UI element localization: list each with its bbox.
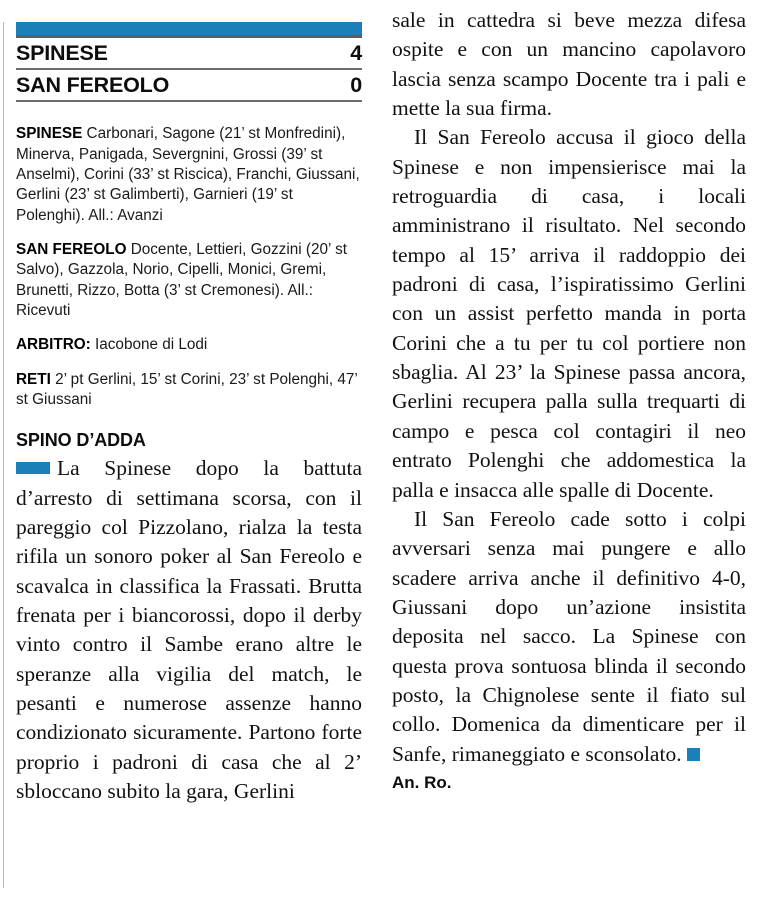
article-dateline: SPINO D’ADDA — [16, 430, 146, 451]
goals-detail: 2’ pt Gerlini, 15’ st Corini, 23’ st Polenghi, 47’ st Giussani — [16, 370, 358, 408]
paragraph — [16, 454, 362, 806]
article-body-right — [392, 0, 746, 769]
paragraph — [392, 505, 746, 769]
lineup-away-label: SAN FEREOLO — [16, 240, 127, 258]
paragraph — [392, 123, 746, 504]
paragraph-text: La Spinese dopo la battuta d’arresto di settimana scorsa, con il pareggio col Pizzolano, rialza la testa rifila un sonoro poker al San Fereolo e scavalca in classifica la Frassati. Brutta frenata per i biancorossi, dopo il derby vinto contro il Sambe erano altre le speranze alla vigilia del match, le pesanti e numerose assenze hanno condizionato sicuramente. Partono forte proprio i padroni di casa che al 2’ sbloccano subito la gara, Gerlini — [16, 456, 362, 804]
lineup-away-players: Docente, Lettieri, Gozzini (20’ st Salvo), Gazzola, Norio, Cipelli, Monici, Gremi, Brunetti, Rizzo, Botta (3’ st Cremonesi). All.: Ricevuti — [16, 240, 347, 319]
lineup-home — [16, 124, 362, 226]
goals-label: RETI — [16, 370, 51, 388]
goals-line — [16, 370, 362, 411]
paragraph — [392, 6, 746, 123]
scorebox — [16, 22, 362, 102]
score-team-name: SPINESE — [16, 41, 108, 65]
paragraph-text: Il San Fereolo accusa il gioco della Spinese e non impensierisce mai la retroguardia di casa, i locali amministrano il risultato. Nel secondo tempo al 15’ arriva il raddoppio dei padroni di casa, l’ispiratissimo Gerlini con un assist perfetto manda in porta Corini che a tu per tu col portiere non sbaglia. Al 23’ la Spinese passa ancora, Gerlini recupera palla sulla trequarti di campo e pesca col contagiri il neo entrato Polenghi che addomestica la palla e insacca alle spalle di Docente. — [392, 125, 746, 502]
left-column — [0, 0, 380, 903]
paragraph-text: Il San Fereolo cade sotto i colpi avversari senza mai pungere e allo scadere arriva anche il definitivo 4-0, Giussani dopo un’azione insistita deposita nel sacco. La Spinese con questa prova sontuosa blinda il secondo posto, la Chignolese sente il fiato sul collo. Domenica da dimenticare per il Sanfe, rimaneggiato e sconsolato. — [392, 506, 746, 766]
score-team-name: SAN FEREOLO — [16, 73, 170, 98]
lineup-home-label: SPINESE — [16, 125, 83, 143]
scorebox-accent-bar — [16, 22, 362, 35]
referee-name: Iacobone di Lodi — [90, 336, 208, 354]
score-row — [16, 70, 362, 100]
article-body-left — [16, 454, 362, 806]
lead-square-icon — [16, 462, 50, 474]
referee-line — [16, 335, 362, 355]
right-column — [380, 0, 768, 903]
lineup-home-players: Carbonari, Sagone (21’ st Monfredini), Minerva, Panigada, Severgnini, Grossi (39’ st Anselmi), Corini (33’ st Riscica), Franchi, Giussani, Gerlini (23’ st Galimberti), Garnieri (19’ st Polenghi). All.: Avanzi — [16, 125, 360, 224]
lineup-away — [16, 240, 362, 321]
article-byline: An. Ro. — [392, 772, 452, 792]
score-team-goals: 0 — [350, 73, 362, 98]
referee-label: ARBITRO: — [16, 336, 91, 354]
score-row — [16, 38, 362, 68]
scorebox-rule-bottom — [16, 100, 362, 102]
score-team-goals: 4 — [350, 41, 362, 65]
paragraph-text: sale in cattedra si beve mezza difesa ospite e con un mancino capolavoro lascia senza scampo Docente tra i pali e mette la sua firma. — [392, 8, 746, 121]
match-details — [16, 124, 362, 410]
end-square-icon — [687, 748, 700, 761]
